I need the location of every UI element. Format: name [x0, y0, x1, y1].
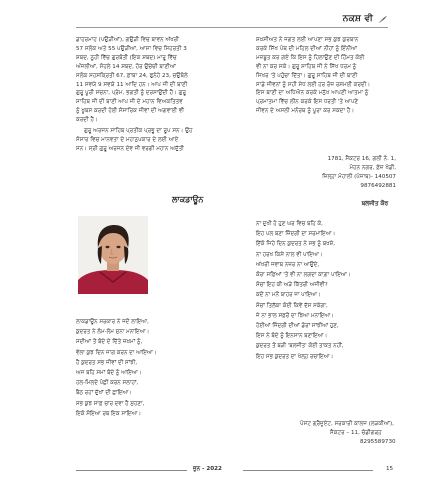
signature-line: ਸੈਕਟਰ – 11, ਚੰਡੀਗੜ੍ਹ: [330, 429, 382, 436]
poem-title: ਲਾਕਡਾਊਨ: [172, 195, 204, 204]
footer-rule-left: [76, 470, 187, 471]
poem-line: ਨਾ ਹਰਖ ਕਿਸੇ ਨਾਲ ਵੀ ਪਾਇਆ।: [256, 251, 323, 258]
header-rule: [76, 27, 388, 28]
poem-line: ਕੁਦਰਤ ਤੋਂ ਬੜੀ 'ਬਲਜੀਤ' ਕੋਈ ਤਾਕਤ ਨਹੀਂ,: [256, 343, 344, 350]
article-line: ਵੀ ਨਾ ਕਰ ਸਕੇ। ਗੁਰੂ ਸਾਹਿਬ ਜੀ ਨੇ ਸਿੱਖ ਧਰਮ ਨੂੰ: [256, 63, 357, 70]
feather-ornament-icon: [377, 15, 388, 24]
poem-line: ਇਹ ਸਭ ਕੁਦਰਤ ਦਾ ਖੇਲ੍ਹ ਰਚਾਇਆ।: [256, 353, 334, 360]
magazine-title: ਨਕਸ਼ ਵੀ: [342, 14, 373, 24]
poem-line: ਇਕੋ ਸੋਇਆ ਰਬ ਇਕ ਸਾਇਆ।: [76, 410, 142, 417]
article-line: ਇਸ ਬਾਣੀ ਦਾ ਅਧਿਐਨ ਕਰਕੇ ਮਨੁੱਖ ਆਪਣੀ ਆਤਮਾ ਨੂੰ: [256, 90, 369, 97]
signature-phone: 8295589730: [360, 438, 396, 445]
poem-line: ਇੱਕੋ ਜਿਹੇ ਦਿਨ ਕੁਦਰਤ ਨੇ ਸਭ ਨੂੰ ਬਖਸ਼ੇ,: [256, 241, 336, 248]
poem-line: ਵੇਲਾ ਕੁਝ ਦਿਨ ਜਾਗ ਕਰਨ ਦਾ ਆਇਆ।: [76, 349, 157, 356]
address-line: 1781, ਸੈਕਟਰ 16, ਗਲੀ ਨੰ. 1,: [327, 156, 396, 162]
author-photo: [78, 216, 148, 294]
poem-line: ਬੈਠ ਰਹਾਂ ਦੁੱਖਾਂ ਦੀ ਛਾਇਆ।: [76, 390, 133, 397]
poem-right-column: [256, 219, 351, 362]
article-line: ਸਨ। ਸ੍ਰੀ ਗੁਰੂ ਅਰਜਨ ਦੇਵ ਜੀ ਵਰਗੀ ਮਹਾਨ ਅਦੁੱਤੀ: [76, 145, 184, 152]
poem-line: ਇਹ ਪਲ ਬਣਾ ਜ਼ਿੰਦਗੀ ਦਾ ਸਰਮਾਇਆ।: [256, 231, 336, 238]
poem-line: ਕੁਦਰਤ ਨੇ ਲੰਮ-ਲੰਮ ਸੁਨਾ ਮਨਾਇਆ।: [76, 329, 150, 336]
poem-line: ਸਭ ਕੁਝ ਸਾਫ਼ ਚਾਰ ਦਵਾ ਹੈ ਸੁਹਣਾ,: [76, 400, 145, 407]
article-line: ਸਿਖਰ 'ਤੇ ਪਹੁੰਚਾ ਦਿੱਤਾ। ਗੁਰੂ ਸਾਹਿਬ ਜੀ ਦੀ ਬਾਣੀ: [256, 72, 358, 79]
poem-line: ਹਲ-ਮਿਲਦੇ ਪੰਛੀ ਕਰਨ ਸਲਾਹਾਂ,: [76, 380, 139, 387]
poem-line: ਕੋਰਾ ਸਫ਼ਿਆਂ 'ਤੇ ਵੀ ਨਾ ਲਗਦਾ ਕਾਗ਼ਾ ਪਾਇਆ।: [256, 272, 351, 279]
article-line: ਸਲੋਕ ਸਹਸਕ੍ਰਿਤੀ 67, ਫ਼ਾਬਾ 24, ਫੁਨੇਹੇ 23, ਚਉਬੋਲੇ: [76, 72, 188, 79]
poet-signature: [300, 420, 396, 446]
article-right-column: [256, 36, 396, 116]
article-line: ਸ਼ਖ਼ਸੀਅਤ ਨੇ ਜਗਤ ਲਈ ਆਪਣਾ ਸਭ ਕੁਝ ਕੁਰਬਾਨ: [256, 37, 359, 43]
article-line: ਸਾਹਿਬ ਜੀ ਦੀ ਬਾਣੀ ਆਪ ਜੀ ਦੇ ਮਹਾਨ ਵਿਅਕਤਿਤਵ: [76, 99, 183, 106]
page-number: 15: [386, 466, 394, 472]
article-line: ਕਰਦੀ ਹੈ।: [76, 117, 98, 124]
signature-line: ਪੋਸਟ ਗ੍ਰੈਜੂਏਟ, ਸਰਕਾਰੀ ਕਾਲਜ (ਲੜਕੀਆਂ),: [300, 421, 394, 427]
article-line: ਸੰਸਾਰ ਵਿਚ ਮਾਨਵਤਾ ਦੇ ਮਹਾਨੁਪਕਾਰ ਦੇ ਲਈ ਆਏ: [76, 136, 179, 143]
article-line: ਕਰਕੇ ਸਿੱਖ ਪੰਥ ਦੀ ਮਹਿਲ ਦੀਆਂ ਨੀਹਾਂ ਨੂੰ ਇੰਨੀਆਂ: [256, 45, 358, 52]
article-line: ਸ਼ਬਦ, ਨੂਹੀ ਵਿੱਚ ਗੁਰਬੰਤੀ (ਇਕ ਸ਼ਬਦ) ਮਾਰੂ ਵਿੱਚ: [76, 54, 177, 61]
article-line: ਸਾਡੇ ਜੀਵਨਾਂ ਨੂੰ ਸਹੀ ਸੇਧ ਲਈ ਹਰ ਰੋਜ਼ ਰਸਮਈ ਕਰਦੀ।: [256, 81, 371, 88]
poem-left-column: [76, 317, 157, 419]
poem-line: ਹੋਈਆਂ ਜਿੰਦਗੀ ਦੀਆਂ ਡੋਰਾਂ ਸਾਂਝੀਆਂ ਹੁਣ,: [256, 323, 339, 330]
poem-line: ਸੋਚਾਂ ਇਹ ਕੀ ਅੜੇ ਕਿੱਤਰੀ ਅਜੀਵੀ?: [256, 282, 328, 289]
article-line: 11 ਸਵਯੇ 9 ਸਵਯੇ 11 ਆਦਿ ਹਨ। ਆਪ ਜੀ ਦੀ ਬਾਣੀ: [76, 81, 188, 88]
poem-line: ਜੇ ਨਾ ਭਾਲ ਸਫ਼ਰੋਂ ਦਾ ਝਿਆ ਮਨਾਇਆ।: [256, 312, 334, 319]
article-line: ਗੁਰੂ ਅਰਜਨ ਸਾਹਿਬ ਪ੍ਰਤੀਕ ਪ੍ਰਭੂ ਦਾ ਰੂਪ ਸਨ। ਉਹ: [84, 128, 193, 135]
poem-line: ਅਜ ਬਹਿ ਸਮਾਂ ਬੰਦੇ ਨੂੰ ਆਇਆ।: [76, 370, 142, 377]
poem-line: ਲਾਕਡਾਊਨ ਸਰਕਾਰ ਨੇ ਜਦੋਂ ਲਾਇਆ,: [76, 319, 149, 325]
poem-line: ਸੋਚਾਂ ਤਿਲੱਕਾ ਕੋਈ ਕਿਵੇਂ ਦੱਸ ਸਕੇਗਾ,: [256, 302, 328, 309]
article-line: ਡਾਹਰਮਾਹ (ਪਉੜੀਆਂ), ਗਉੜੀ ਵਿਚ ਬਾਵਨ ਅੱਖਰੀ: [76, 37, 179, 43]
article-line: ਗੁਰੂ ਪੂਰੀ ਸਚਨਾ, ਪ੍ਰੇਮ, ਭਗਤੀ ਨੂੰ ਦਰਸਾਉਂਦੀ ਹੈ। ਗੁਰੂ: [76, 90, 186, 97]
footer-rule-right: [243, 470, 373, 471]
article-left-column: [76, 36, 236, 154]
address-phone: 9876492881: [360, 183, 396, 189]
poem-line: ਹੈ ਕੁਦਰਤ ਸਭ ਜੀਵਾਂ ਦੀ ਸਾਂਝੀ,: [76, 359, 138, 366]
poem-line: ਸਦੀਆਂ ਤੋਂ ਬੰਦੇ ਦੇ ਦਿੱਤੇ ਜ਼ਖ਼ਮਾਂ ਨੂੰ,: [76, 339, 143, 346]
page-header: [343, 14, 388, 24]
article-line: ਅੰਜਲੀਆਂ, ਸੋਹਲੇ 14 ਸ਼ਬਦ, ਹੋਰ ਉਚੇਚੀ ਬਾਣੀਆਂ: [76, 63, 176, 70]
article-line: 57 ਸਲੋਕ ਅਤੇ 55 ਪਉੜੀਆਂ, ਆਸਾ ਵਿਚ ਸਿਹਰਤੀ 3: [76, 45, 187, 52]
article-line: ਨੂੰ ਖੂਬਸ ਕਰਦੀ ਹੋਈ ਸੰਸਾਰਿਕ ਜੀਵਾਂ ਦੀ ਅਗਵਾਈ ਵੀ: [76, 108, 185, 115]
address-line: ਜ਼ਿਲ੍ਹਾ ਮੋਹਾਲੀ (ਪੰਜਾਬ)- 140507: [322, 174, 396, 180]
article-line: ਪ੍ਰਮਾਤਮਾ ਵਿੱਚ ਲੀਨ ਕਰਕੇ ਇਸ ਧਰਤੀ 'ਤੇ ਆਪਣੇ: [256, 99, 359, 106]
article-line: ਮਜ਼ਬੂਤ ਕਰ ਗਏ ਕਿ ਇਸ ਨੂੰ ਹਿਲਾਉਣ ਦੀ ਹਿੰਮਤ ਕੋਈ: [256, 54, 365, 61]
article-line: ਜੀਵਨ ਦੇ ਅਸਲੀ ਮਨੋਰਥ ਨੂੰ ਪੂਰਾ ਕਰ ਸਕਦਾ ਹੈ।: [256, 108, 355, 115]
poem-line: ਨਾ ਦੁਖੀ ਹੋ ਹੁਣ ਘਰ ਵਿਚ ਬਹਿ ਕੇ,: [256, 221, 323, 227]
author-address: [256, 155, 396, 191]
address-line: ਮੋਹਨ ਨਗਰ, ਫ਼ੇਜ਼ ਖੰਡੀ,: [349, 165, 396, 171]
footer-issue: ਜੂਨ - 2022: [193, 466, 222, 472]
poem-author: ਬਲਜੀਤ ਕੌਰ: [361, 201, 388, 207]
poem-line: ਇਸ ਨੇ ਬੰਦੇ ਨੂੰ ਇਨਸਾਨ ਬਣਾਇਆ।: [256, 333, 328, 340]
poem-line: ਅੱਖਰੀ ਜਵਾਬ ਨਜ਼ਰ ਨਾ ਆਉਂਦੇ,: [256, 261, 320, 268]
poem-line: ਕਦੋਂ ਨਾ ਮਨੋਂ ਬਾਹਰ ਜਾ ਪਾਇਆ।: [256, 292, 321, 299]
